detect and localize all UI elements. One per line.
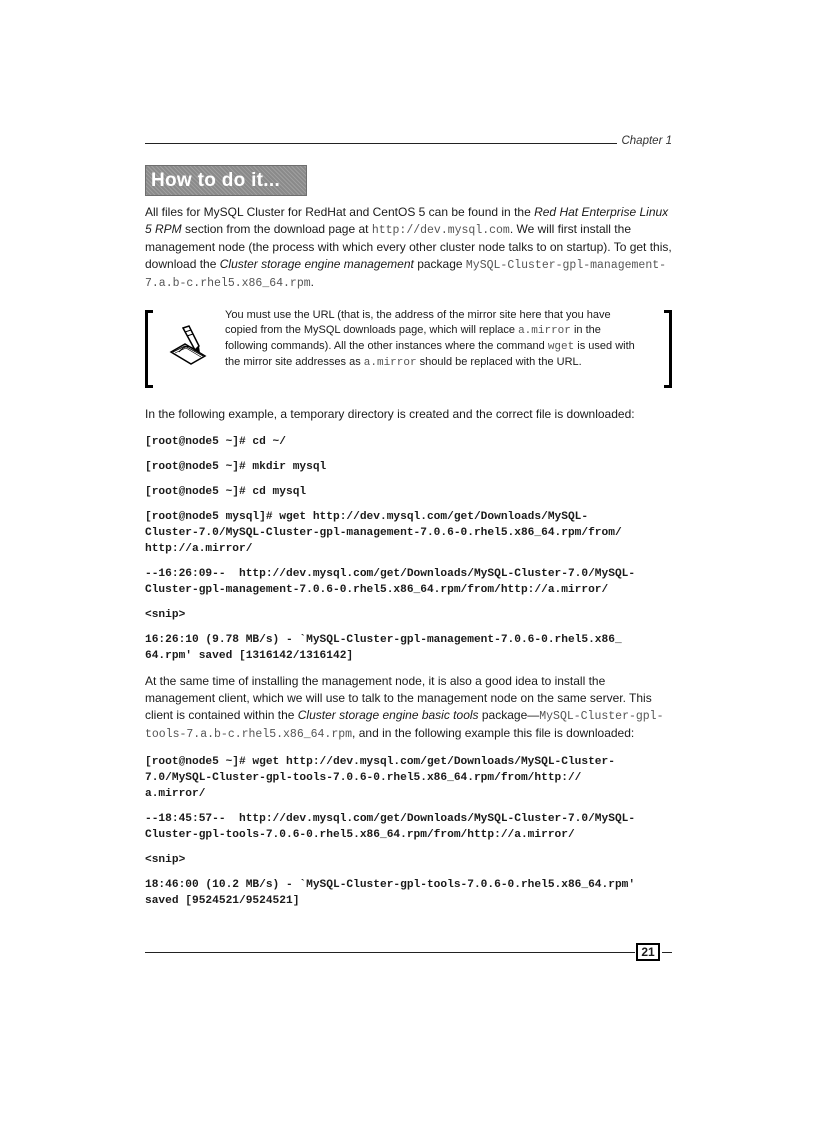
client-package-name: Cluster storage engine basic tools xyxy=(297,708,479,722)
page-footer xyxy=(145,943,672,963)
note-text-part: should be replaced with the URL. xyxy=(416,356,582,368)
header-rule xyxy=(145,143,617,144)
code-line: <snip> xyxy=(145,854,186,866)
code-line: --16:26:09-- http://dev.mysql.com/get/Downloads/MySQL-Cluster-7.0/MySQL- Cluster-gpl-management-7.0.6-0.rhel5.x86_64.rpm/from/http://a.mirror/ xyxy=(145,568,636,596)
code-line: [root@node5 ~]# mkdir mysql xyxy=(145,461,327,473)
mirror-placeholder: a.mirror xyxy=(518,325,571,337)
management-client-paragraph xyxy=(145,673,672,743)
chapter-label: Chapter 1 xyxy=(621,135,672,147)
intro-paragraph xyxy=(145,204,672,292)
page-number: 21 xyxy=(636,943,660,961)
download-url: http://dev.mysql.com xyxy=(371,224,510,237)
footer-rule-tail xyxy=(662,952,672,953)
code-line: <snip> xyxy=(145,609,186,621)
page-content xyxy=(145,204,672,918)
intro-text: . xyxy=(310,275,314,289)
client-text: package— xyxy=(478,708,540,722)
intro-package-name: Cluster storage engine management xyxy=(219,257,414,271)
footer-rule xyxy=(145,952,635,953)
note-text-part: You must use the URL (that is, the address of the mirror site here that you have copied from the MySQL downloads page, which will replace xyxy=(225,309,611,336)
intro-text: All files for MySQL Cluster for RedHat and CentOS 5 can be found in the xyxy=(145,205,535,219)
management-rpm-filename: MySQL-Cluster-gpl-management-7.a.b-c.rhel5.x86_64.rpm xyxy=(145,259,667,290)
section-heading xyxy=(145,165,307,196)
note-bracket-left xyxy=(145,310,153,388)
note-box xyxy=(145,308,672,392)
intro-text: . We will first install the management node (the process with which every other cluster node talks to on startup). To get this, download the xyxy=(145,222,672,271)
page-header xyxy=(145,134,672,152)
code-line: 18:46:00 (10.2 MB/s) - `MySQL-Cluster-gpl-tools-7.0.6-0.rhel5.x86_64.rpm' saved [9524521/9524521] xyxy=(145,879,636,907)
client-text: , and in the following example this file is downloaded: xyxy=(352,726,635,740)
code-line: [root@node5 ~]# cd ~/ xyxy=(145,436,286,448)
mirror-placeholder: a.mirror xyxy=(363,357,417,369)
code-line: --18:45:57-- http://dev.mysql.com/get/Downloads/MySQL-Cluster-7.0/MySQL- Cluster-gpl-tools-7.0.6-0.rhel5.x86_64.rpm/from/http://a.mirror/ xyxy=(145,813,636,841)
section-title: How to do it... xyxy=(151,170,281,191)
code-line: [root@node5 ~]# wget http://dev.mysql.com/get/Downloads/MySQL-Cluster- 7.0/MySQL-Cluster-gpl-tools-7.0.6-0.rhel5.x86_64.rpm/from/http:// a.mirror/ xyxy=(145,756,615,800)
code-line: [root@node5 ~]# cd mysql xyxy=(145,486,307,498)
note-text xyxy=(225,308,645,371)
code-line: 16:26:10 (9.78 MB/s) - `MySQL-Cluster-gpl-management-7.0.6-0.rhel5.x86_ 64.rpm' saved [1316142/1316142] xyxy=(145,634,622,662)
pencil-note-icon xyxy=(165,322,211,368)
tools-rpm-filename: MySQL-Cluster-gpl-tools-7.a.b-c.rhel5.x86_64.rpm xyxy=(145,710,664,741)
wget-command: wget xyxy=(547,341,575,353)
example-intro-paragraph: In the following example, a temporary directory is created and the correct file is downloaded: xyxy=(145,407,635,421)
client-text: At the same time of installing the management node, it is also a good idea to install the management client, which we will use to talk to the management node on the same server. This client is contained within the xyxy=(145,674,652,722)
intro-rpm-section: Red Hat Enterprise Linux 5 RPM xyxy=(145,205,669,236)
note-text-part: in the following commands). All the other instances where the command xyxy=(225,324,601,352)
note-bracket-right xyxy=(664,310,672,388)
intro-text: package xyxy=(413,257,466,271)
code-line: [root@node5 mysql]# wget http://dev.mysql.com/get/Downloads/MySQL- Cluster-7.0/MySQL-Cluster-gpl-management-7.0.6-0.rhel5.x86_64.rpm/from/ http://a.mirror/ xyxy=(145,511,622,555)
note-text-part: is used with the mirror site addresses as xyxy=(225,340,635,368)
intro-text: section from the download page at xyxy=(181,222,372,236)
